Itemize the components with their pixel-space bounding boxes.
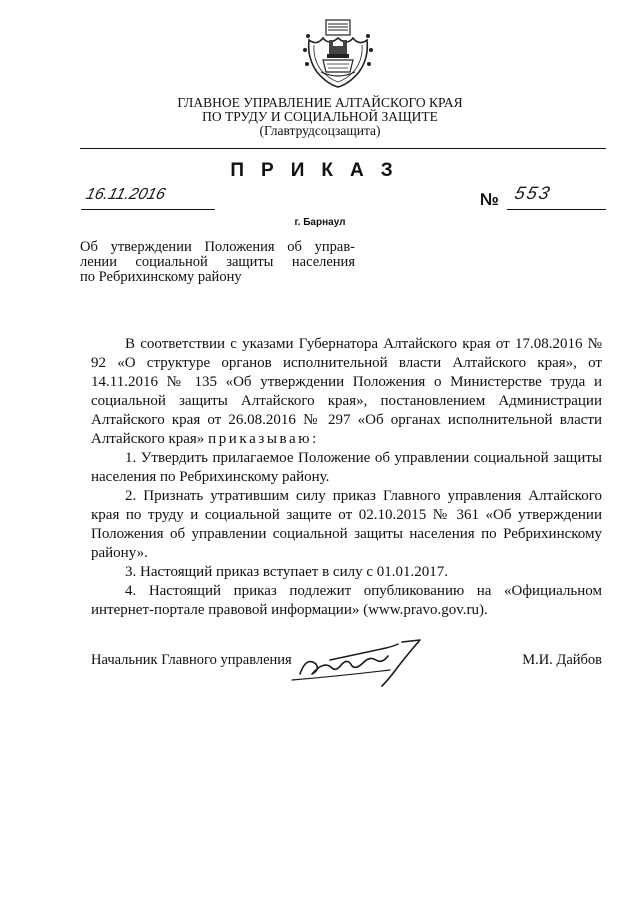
preamble-text: В соответствии с указами Губернатора Алтайского края от 17.08.2016 № 92 «О структуре органов исполнительной власти Алтайского края», от 14.11.2016 № 135 «Об утверждении Положения о Министерстве труда и социальной защиты Алтайского края», постановлением Администрации Алтайского края от 26.08.2016 № 297 «Об органах исполнительной власти Алтайского края»	[91, 336, 602, 447]
handwritten-date: 16.11.2016	[84, 186, 168, 203]
subject-line-2: лении социальной защиты населения	[80, 254, 355, 270]
document-title: ПРИКАЗ	[230, 160, 410, 181]
subject-line-1: Об утверждении Положения об управ-	[80, 239, 355, 255]
order-item-4: 4. Настоящий приказ подлежит опубликованию на «Официальном интернет-портале правовой информации» (www.pravo.gov.ru).	[91, 583, 602, 618]
number-underline	[507, 209, 606, 210]
header-divider	[80, 148, 606, 149]
signatory-title: Начальник Главного управления	[91, 652, 292, 668]
document-header	[0, 96, 640, 138]
city-label: г. Барнаул	[294, 217, 346, 228]
order-item-1: 1. Утвердить прилагаемое Положение об управлении социальной защиты населения по Ребрихинскому району.	[91, 450, 602, 485]
header-line-1: ГЛАВНОЕ УПРАВЛЕНИЕ АЛТАЙСКОГО КРАЯ	[177, 95, 463, 110]
order-subject	[80, 240, 355, 285]
header-line-3: (Главтрудсоцзащита)	[259, 123, 381, 138]
preamble-paragraph	[91, 335, 602, 449]
signatory-name: М.И. Дайбов	[522, 652, 602, 668]
header-line-2: ПО ТРУДУ И СОЦИАЛЬНОЙ ЗАЩИТЕ	[202, 109, 438, 124]
order-item-2: 2. Признать утратившим силу приказ Главного управления Алтайского края по труду и социальной защите от 02.10.2015 № 361 «Об утверждении Положения об управлении социальной защиты населения по Ребрихинскому району».	[91, 488, 602, 561]
number-label: №	[480, 190, 499, 209]
handwritten-number: 553	[512, 183, 554, 203]
handwritten-signature-icon	[290, 634, 440, 688]
order-body	[91, 335, 602, 620]
coat-of-arms-icon	[301, 16, 375, 90]
order-item-3: 3. Настоящий приказ вступает в силу с 01.01.2017.	[125, 564, 448, 580]
date-underline	[81, 209, 215, 210]
subject-line-3: по Ребрихинскому району	[80, 269, 242, 285]
command-word: приказываю:	[208, 431, 319, 447]
